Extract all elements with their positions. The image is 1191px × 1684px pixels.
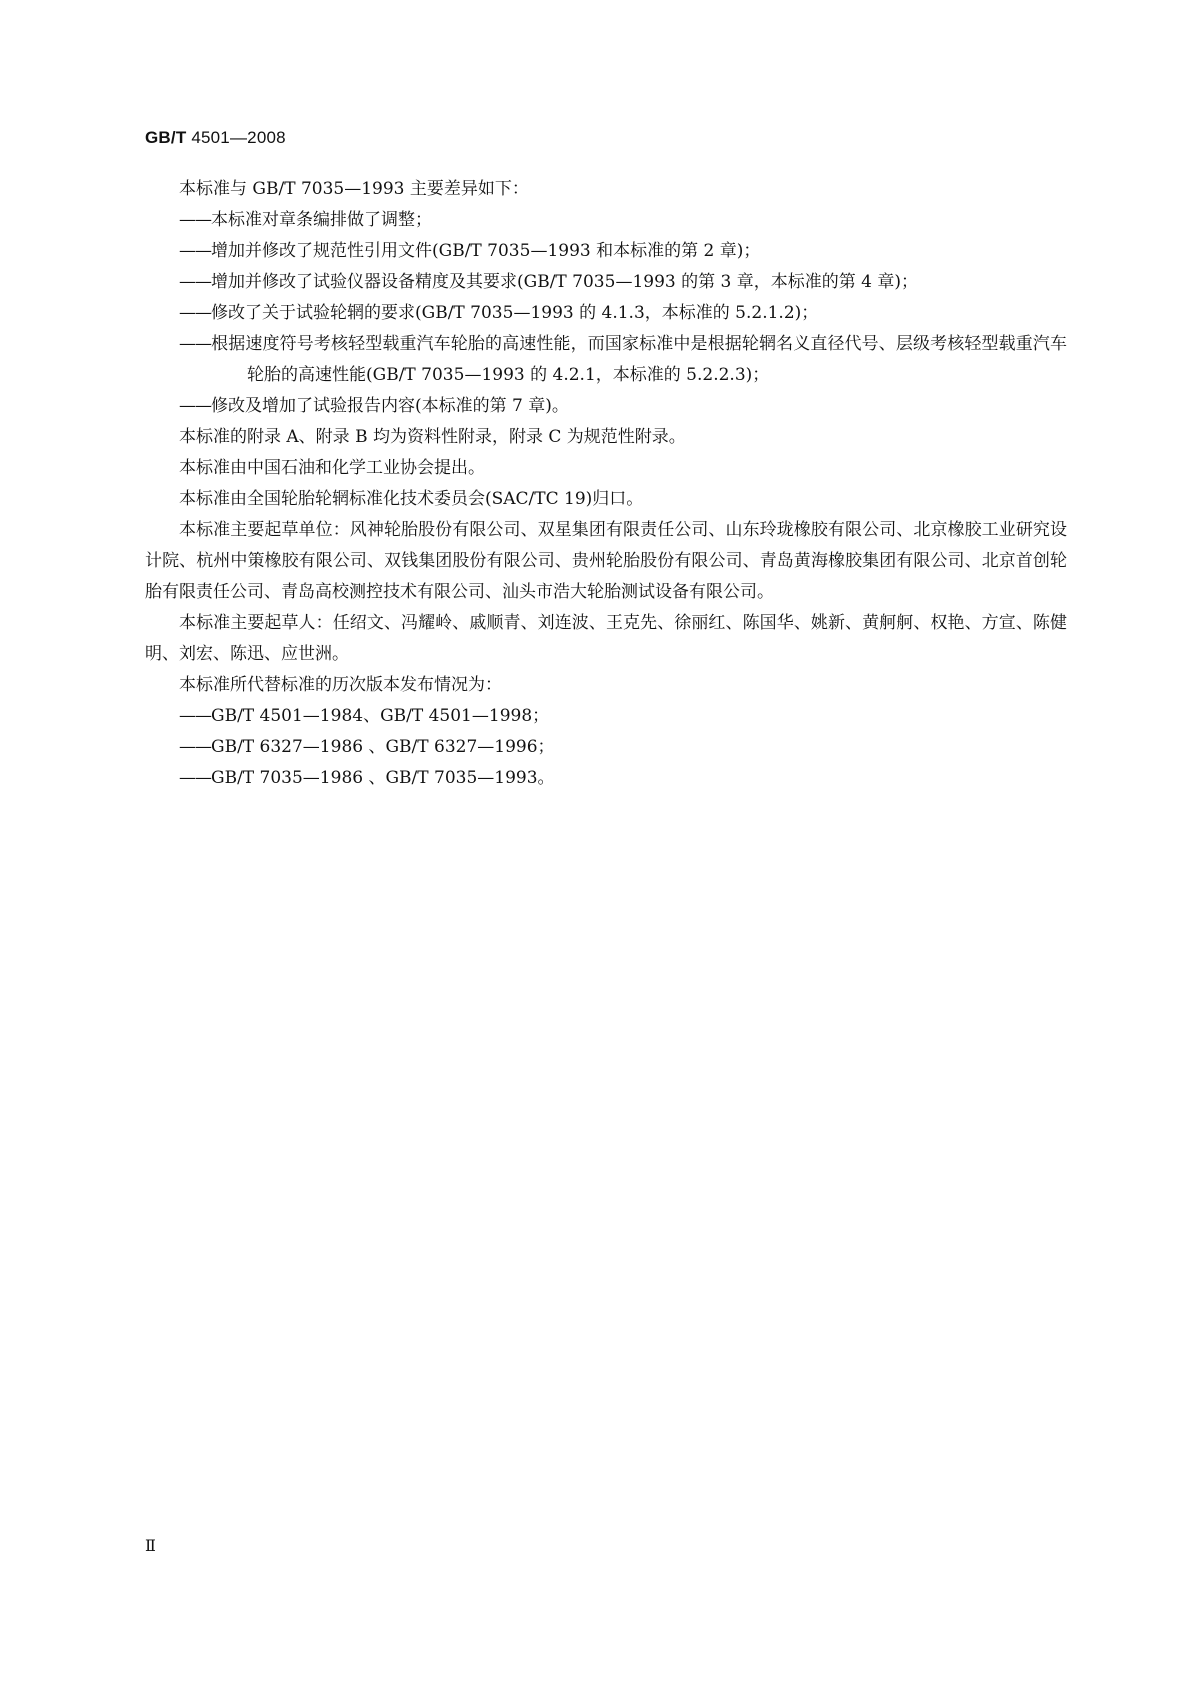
dash-mark: —— <box>179 303 211 323</box>
history-item <box>145 701 1067 732</box>
dash-mark: —— <box>179 737 211 757</box>
page-header <box>145 128 286 148</box>
standard-number: 4501—2008 <box>186 128 286 147</box>
change-item <box>145 329 1067 391</box>
dash-mark: —— <box>179 210 211 230</box>
dash-mark: —— <box>179 396 211 416</box>
drafting-units: 本标准主要起草单位：风神轮胎股份有限公司、双星集团有限责任公司、山东玲珑橡胶有限公司、北京橡胶工业研究设计院、杭州中策橡胶有限公司、双钱集团股份有限公司、贵州轮胎股份有限公司、青岛黄海橡胶集团有限公司、北京首创轮胎有限责任公司、青岛高校测控技术有限公司、汕头市浩大轮胎测试设备有限公司。 <box>145 520 1067 602</box>
change-item <box>145 267 1067 298</box>
history-text: GB/T 6327—1986 、GB/T 6327—1996； <box>211 737 555 757</box>
change-item <box>145 298 1067 329</box>
change-item <box>145 236 1067 267</box>
proposed-by: 本标准由中国石油和化学工业协会提出。 <box>179 458 485 478</box>
change-text: 修改了关于试验轮辋的要求(GB/T 7035—1993 的 4.1.3，本标准的 5.2.1.2)； <box>211 303 819 323</box>
history-text: GB/T 4501—1984、GB/T 4501—1998； <box>211 706 550 726</box>
history-text: GB/T 7035—1986 、GB/T 7035—1993。 <box>211 768 555 788</box>
change-text: 增加并修改了规范性引用文件(GB/T 7035—1993 和本标准的第 2 章)； <box>211 241 761 261</box>
dash-mark: —— <box>179 768 211 788</box>
history-item <box>145 763 1067 794</box>
dash-mark: —— <box>179 334 211 354</box>
history-item <box>145 732 1067 763</box>
foreword-body <box>145 174 1067 794</box>
change-text: 修改及增加了试验报告内容(本标准的第 7 章)。 <box>211 396 569 416</box>
change-text: 本标准对章条编排做了调整； <box>211 210 432 230</box>
dash-mark: —— <box>179 706 211 726</box>
differences-intro: 本标准与 GB/T 7035—1993 主要差异如下： <box>179 179 529 199</box>
appendix-note: 本标准的附录 A、附录 B 均为资料性附录，附录 C 为规范性附录。 <box>179 427 686 447</box>
dash-mark: —— <box>179 272 211 292</box>
change-text: 根据速度符号考核轻型载重汽车轮胎的高速性能，而国家标准中是根据轮辋名义直径代号、层级考核轻型载重汽车轮胎的高速性能(GB/T 7035—1993 的 4.2.1，本标准的 5.2.2.3)； <box>211 334 1067 385</box>
centralized-by: 本标准由全国轮胎轮辋标准化技术委员会(SAC/TC 19)归口。 <box>179 489 644 509</box>
standard-code: GB/T <box>145 128 187 147</box>
page-number: Ⅱ <box>145 1538 156 1555</box>
drafters: 本标准主要起草人：任绍文、冯耀岭、戚顺青、刘连波、王克先、徐丽红、陈国华、姚新、黄舸舸、权艳、方宣、陈健明、刘宏、陈迅、应世洲。 <box>145 613 1067 664</box>
history-intro: 本标准所代替标准的历次版本发布情况为： <box>179 675 502 695</box>
change-item <box>145 391 1067 422</box>
change-item <box>145 205 1067 236</box>
change-text: 增加并修改了试验仪器设备精度及其要求(GB/T 7035—1993 的第 3 章，本标准的第 4 章)； <box>211 272 918 292</box>
dash-mark: —— <box>179 241 211 261</box>
